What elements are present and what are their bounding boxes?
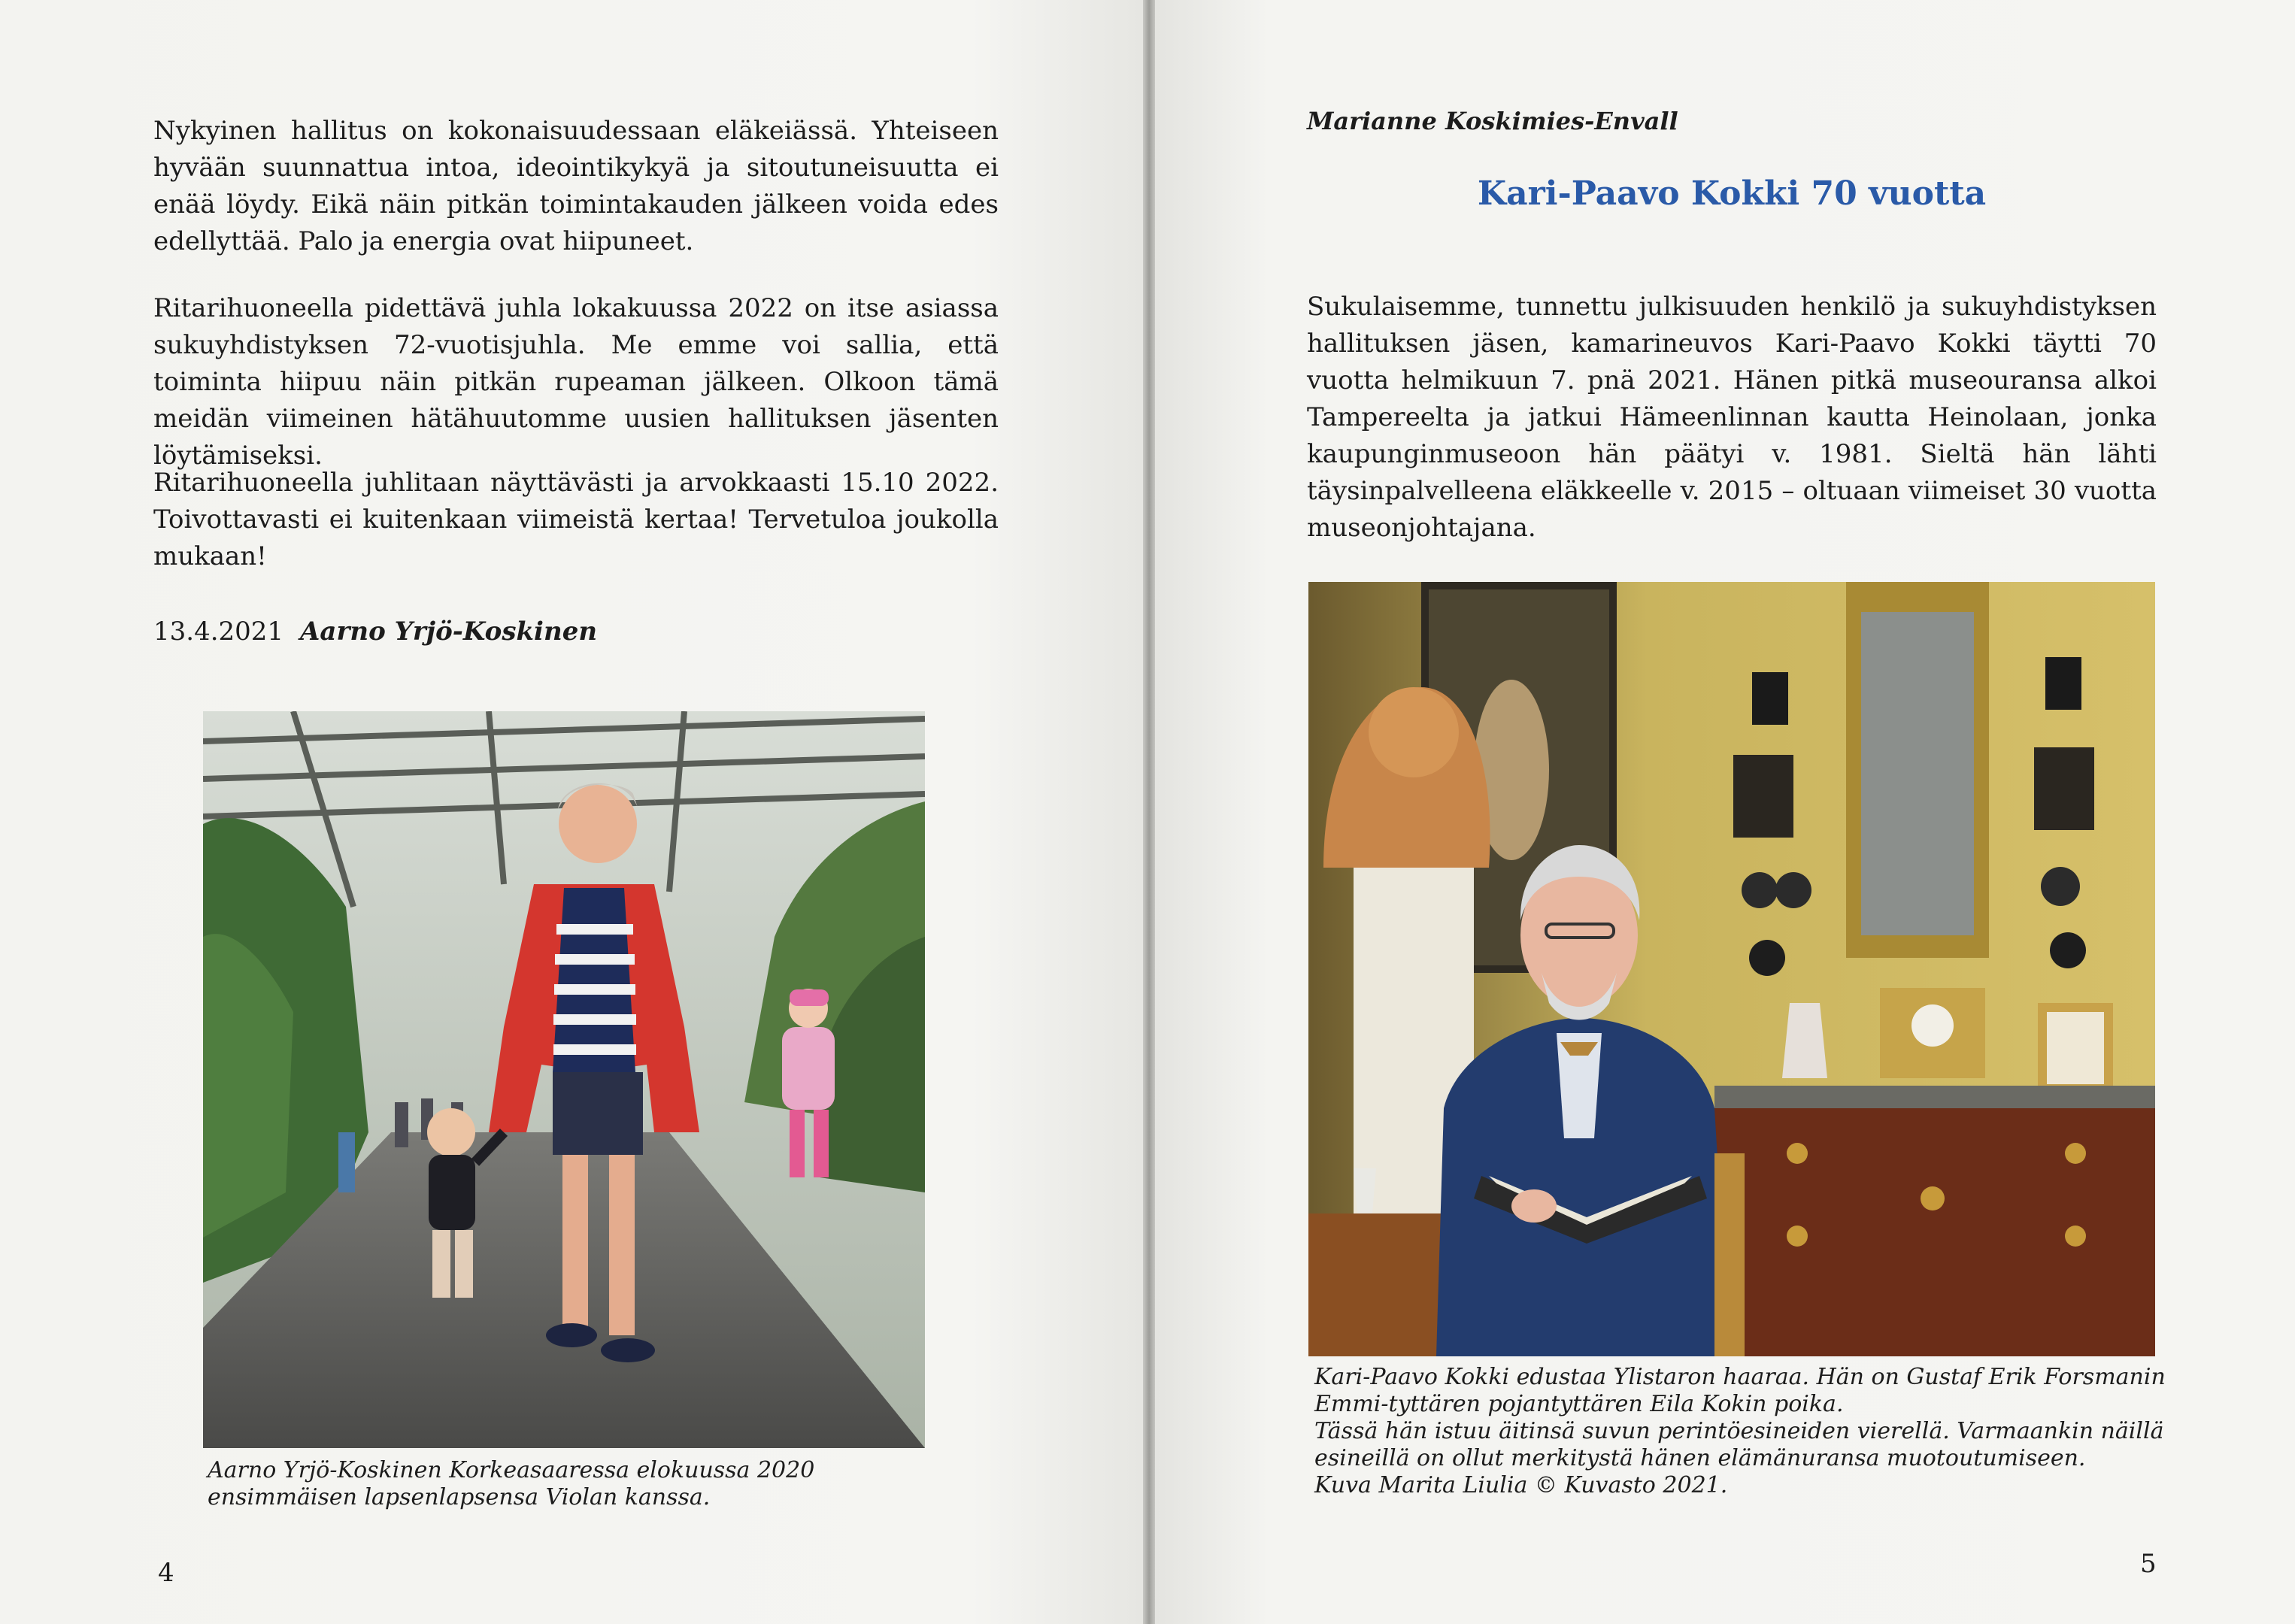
- zoo-walk-photo: [203, 711, 925, 1448]
- right-caption: [1314, 1364, 2166, 1499]
- signature: [153, 614, 597, 650]
- left-paragraph-3: Ritarihuoneella juhlitaan näyttävästi ja arvokkaasti 15.10 2022. Toivottavasti ei kuitenkaan viimeistä kertaa! Tervetuloa joukolla mukaan!: [153, 468, 999, 571]
- page-number-left: 4: [158, 1558, 174, 1588]
- right-caption-line-2: Emmi-tyttären pojantyttären Eila Kokin poika.: [1314, 1391, 1844, 1417]
- left-caption-line-1: Aarno Yrjö-Koskinen Korkeasaaressa elokuussa 2020: [208, 1457, 815, 1483]
- portrait-photo: [1308, 582, 2155, 1356]
- right-caption-line-3: Tässä hän istuu äitinsä suvun perintöesineiden vierellä. Varmaankin näillä: [1314, 1418, 2164, 1444]
- left-caption: [208, 1457, 814, 1511]
- right-paragraph: Sukulaisemme, tunnettu julkisuuden henkilö ja sukuyhdistyksen hallituksen jäsen, kamarineuvos Kari-Paavo Kokki täytti 70 vuotta helmikuun 7. pnä 2021. Hänen pitkä museouransa alkoi Tampereelta ja jatkui Hämeenlinnan kautta Heinolaan, jonka kaupunginmuseoon hän päätyi v. 1981. Sieltä hän lähti täysinpalvelleena eläkkeelle v. 2015 – oltuaan viimeiset 30 vuotta museonjohtajana.: [1307, 292, 2157, 543]
- left-paragraph-2: Ritarihuoneella pidettävä juhla lokakuussa 2022 on itse asiassa sukuyhdistyksen 72-vuotisjuhla. Me emme voi sallia, että toiminta hiipuu näin pitkän rupeaman jälkeen. Olkoon tämä meidän viimeinen hätähuutomme uusien hallituksen jäsenten löytämiseksi.: [153, 293, 999, 471]
- article-author: Marianne Koskimies-Envall: [1307, 107, 1678, 135]
- signature-name: Aarno Yrjö-Koskinen: [300, 617, 598, 647]
- book-gutter: [1143, 0, 1155, 1624]
- right-caption-line-4: esineillä on ollut merkitystä hänen elämänuransa muotoutumiseen.: [1314, 1445, 2086, 1471]
- left-caption-line-2: ensimmäisen lapsenlapsensa Violan kanssa.: [208, 1484, 711, 1510]
- right-caption-line-5: Kuva Marita Liulia © Kuvasto 2021.: [1314, 1472, 1728, 1498]
- signature-date: 13.4.2021: [153, 617, 284, 647]
- page-number-right: 5: [2140, 1549, 2157, 1579]
- right-caption-line-1: Kari-Paavo Kokki edustaa Ylistaron haaraa. Hän on Gustaf Erik Forsmanin: [1314, 1364, 2166, 1390]
- left-page: [0, 0, 1143, 1624]
- article-title: Kari-Paavo Kokki 70 vuotta: [1477, 174, 1987, 213]
- left-paragraph-1: Nykyinen hallitus on kokonaisuudessaan eläkeiässä. Yhteiseen hyvään suunnattua intoa, ideointikykyä ja sitoutuneisuutta ei enää löydy. Eikä näin pitkän toimintakauden jälkeen voida edes edellyttää. Palo ja energia ovat hiipuneet.: [153, 116, 999, 256]
